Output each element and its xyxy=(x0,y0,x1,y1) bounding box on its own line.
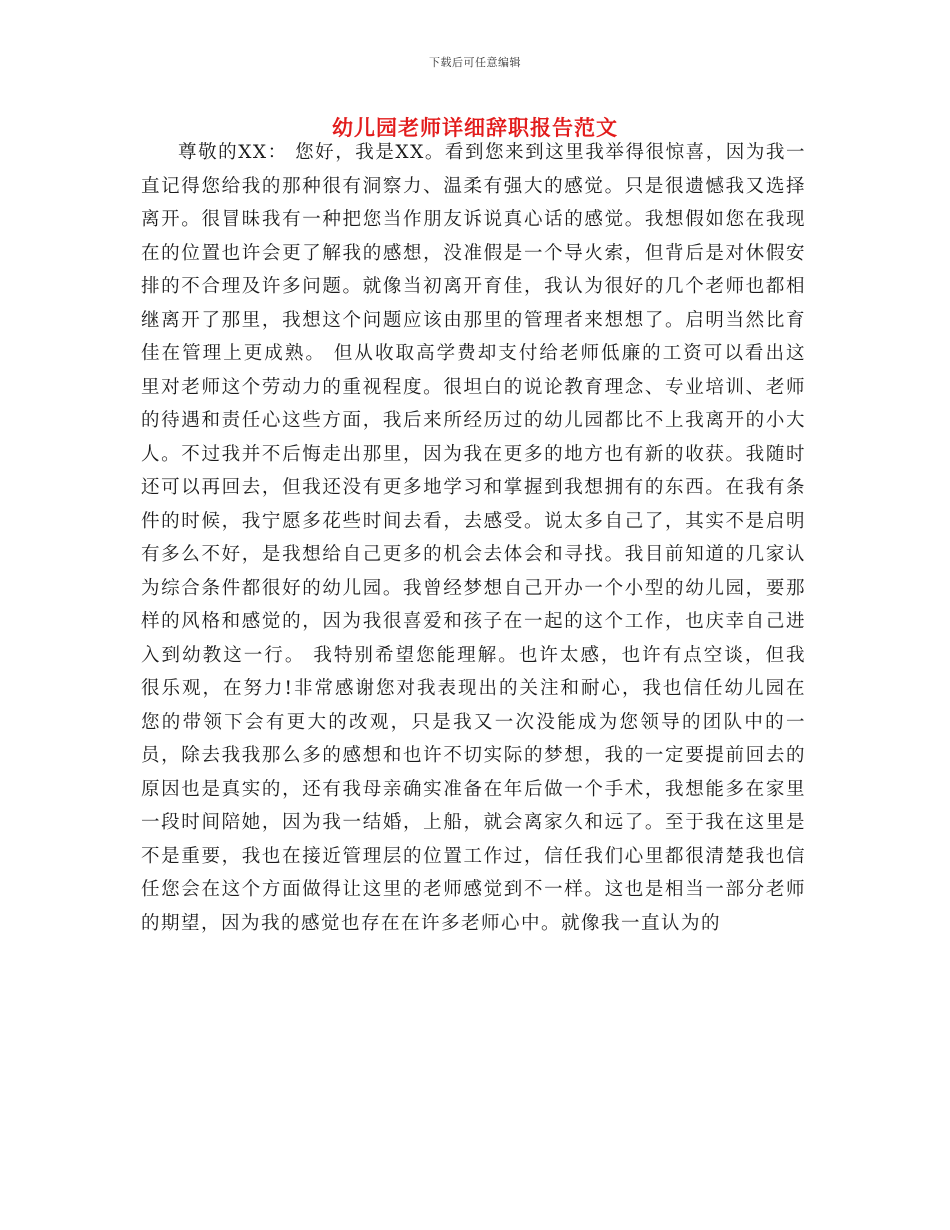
document-body xyxy=(141,136,806,940)
document-title: 幼儿园老师详细辞职报告范文 xyxy=(332,115,618,140)
header-note: 下载后可任意编辑 xyxy=(429,56,521,69)
body-paragraph: 尊敬的XX： 您好，我是XX。看到您来到这里我举得很惊喜，因为我一直记得您给我的那种很有洞察力、温柔有强大的感觉。只是很遗憾我又选择离开。很冒昧我有一种把您当作朋友诉说真心话的感觉。我想假如您在我现在的位置也许会更了解我的感想，没准假是一个导火索，但背后是对休假安排的不合理及许多问题。就像当初离开育佳，我认为很好的几个老师也都相继离开了那里，我想这个问题应该由那里的管理者来想想了。启明当然比育佳在管理上更成熟。 但从收取高学费却支付给老师低廉的工资可以看出这里对老师这个劳动力的重视程度。很坦白的说论教育理念、专业培训、老师的待遇和责任心这些方面，我后来所经历过的幼儿园都比不上我离开的小大人。不过我并不后悔走出那里，因为我在更多的地方也有新的收获。我随时还可以再回去，但我还没有更多地学习和掌握到我想拥有的东西。在我有条件的时候，我宁愿多花些时间去看，去感受。说太多自己了，其实不是启明有多么不好，是我想给自己更多的机会去体会和寻找。我目前知道的几家认为综合条件都很好的幼儿园。我曾经梦想自己开办一个小型的幼儿园，要那样的风格和感觉的，因为我很喜爱和孩子在一起的这个工作，也庆幸自己进入到幼教这一行。 我特别希望您能理解。也许太感，也许有点空谈，但我很乐观，在努力!非常感谢您对我表现出的关注和耐心，我也信任幼儿园在您的带领下会有更大的改观，只是我又一次没能成为您领导的团队中的一员，除去我我那么多的感想和也许不切实际的梦想，我的一定要提前回去的原因也是真实的，还有我母亲确实准备在年后做一个手术，我想能多在家里一段时间陪她，因为我一结婚，上船，就会离家久和远了。至于我在这里是不是重要，我也在接近管理层的位置工作过，信任我们心里都很清楚我也信任您会在这个方面做得让这里的老师感觉到不一样。这也是相当一部分老师的期望，因为我的感觉也存在在许多老师心中。就像我一直认为的 xyxy=(141,142,806,934)
